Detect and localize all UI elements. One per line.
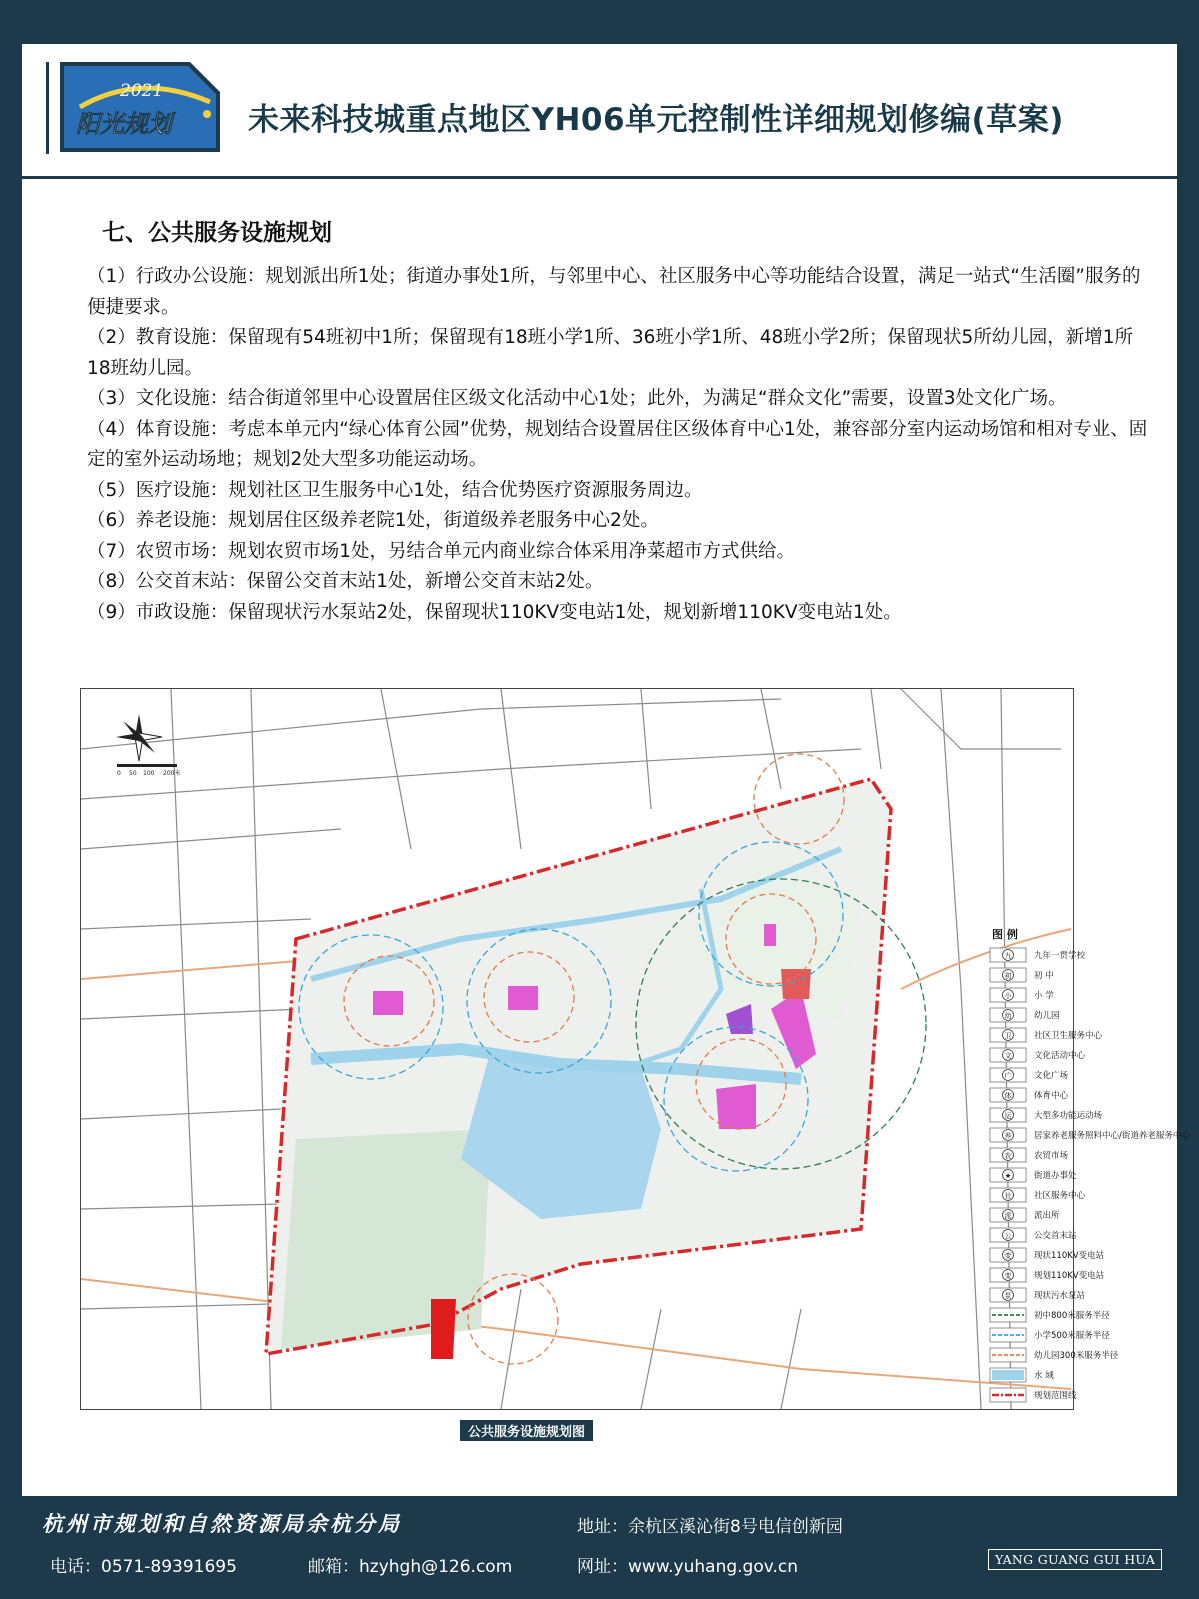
legend-label: 水 域 xyxy=(1034,1371,1054,1381)
footer xyxy=(0,1496,1199,1599)
legend-label: 九年一贯学校 xyxy=(1034,951,1086,961)
brand-tag: YANG GUANG GUI HUA xyxy=(988,1549,1162,1570)
footer-email: 邮箱：hzyhgh@126.com xyxy=(308,1557,513,1577)
paragraph: （6）养老设施：规划居住区级养老院1处，街道级养老服务中心2处。 xyxy=(87,510,659,531)
legend-label: 幼儿园300米服务半径 xyxy=(1034,1351,1119,1361)
legend-label: 初 中 xyxy=(1034,971,1054,981)
logo-text: 阳光规划 xyxy=(76,110,172,138)
body-text xyxy=(87,262,1152,628)
legend-label: 派出所 xyxy=(1034,1211,1060,1221)
svg-text:200米: 200米 xyxy=(163,770,181,777)
footer-address: 地址：余杭区溪沁街8号电信创新园 xyxy=(577,1517,843,1537)
map-caption: 公共服务设施规划图 xyxy=(460,1420,593,1441)
legend-label: 体育中心 xyxy=(1034,1091,1069,1101)
svg-text:100: 100 xyxy=(143,770,155,777)
legend-label: 小 学 xyxy=(1034,991,1054,1001)
paragraph: （5）医疗设施：规划社区卫生服务中心1处，结合优势医疗资源服务周边。 xyxy=(87,479,703,501)
legend-symbol-text: 体 xyxy=(1004,1092,1012,1100)
paragraph: （8）公交首末站：保留公交首末站1处，新增公交首末站2处。 xyxy=(87,571,604,592)
legend-label: 现状110KV变电站 xyxy=(1034,1251,1105,1261)
header-accent-bar xyxy=(46,62,49,154)
legend-label: 文化广场 xyxy=(1034,1071,1069,1081)
legend-symbol-text: 文 xyxy=(1004,1052,1012,1060)
map-drawing xyxy=(81,689,1073,1409)
legend-label: 公交首末站 xyxy=(1034,1231,1077,1241)
legend-label: 规划范围线 xyxy=(1034,1391,1077,1401)
footer-website: 网址：www.yuhang.gov.cn xyxy=(577,1557,799,1577)
legend-label: 社区服务中心 xyxy=(1034,1191,1086,1201)
legend-label: 农贸市场 xyxy=(1034,1151,1069,1161)
legend-symbol-text: 养 xyxy=(1004,1132,1012,1140)
legend-water-swatch xyxy=(992,1370,1024,1380)
legend-symbol-text: 幼 xyxy=(1004,1012,1012,1020)
legend-title: 图 例 xyxy=(992,928,1018,941)
footer-org: 杭州市规划和自然资源局余杭分局 xyxy=(42,1512,402,1536)
legend-symbol-text: 变 xyxy=(1004,1252,1012,1260)
legend-symbol-text: 公 xyxy=(1004,1232,1012,1240)
document-title: 未来科技城重点地区YH06单元控制性详细规划修编(草案) xyxy=(248,102,1064,138)
map-legend xyxy=(982,924,1190,1404)
legend-label: 大型多功能运动场 xyxy=(1034,1111,1103,1121)
sunshine-planning-logo xyxy=(60,62,220,152)
section-title: 七、公共服务设施规划 xyxy=(102,220,332,246)
legend-symbol-text: 卫 xyxy=(1004,1032,1012,1040)
legend-symbol-text: 运 xyxy=(1004,1112,1012,1120)
svg-text:50: 50 xyxy=(129,770,137,777)
paragraph: （3）文化设施：结合街道邻里中心设置居住区级文化活动中心1处；此外，为满足“群众文化”需要，设置3处文化广场。 xyxy=(87,388,1067,409)
legend-symbol-text: 派 xyxy=(1004,1212,1012,1220)
legend-symbol-text: 九 xyxy=(1004,952,1012,960)
legend-symbol-text: 农 xyxy=(1004,1152,1012,1160)
planning-map xyxy=(80,688,1074,1410)
paragraph: （9）市政设施：保留现状污水泵站2处，保留现状110KV变电站1处，规划新增110KV变电站1处。 xyxy=(87,601,902,623)
document-sheet xyxy=(22,44,1190,1496)
legend-label: 居家养老服务照料中心/街道养老服务中心 xyxy=(1034,1131,1190,1141)
legend-symbol-text: 初 xyxy=(1004,972,1012,980)
paragraph: （4）体育设施：考虑本单元内“绿心体育公园”优势，规划结合设置居住区级体育中心1处，兼容部分室内运动场馆和相对专业、固定的室外运动场地；规划2处大型多功能运动场。 xyxy=(87,418,1148,470)
legend-symbol-text: 小 xyxy=(1004,992,1012,1000)
legend-label: 社区卫生服务中心 xyxy=(1034,1031,1103,1041)
logo-year: 2021 xyxy=(120,81,164,101)
legend-items xyxy=(990,948,1190,1402)
paragraph: （7）农贸市场：规划农贸市场1处，另结合单元内商业综合体采用净菜超市方式供给。 xyxy=(87,540,796,562)
legend-label: 文化活动中心 xyxy=(1034,1051,1086,1061)
legend-symbol-text: 变 xyxy=(1004,1272,1012,1280)
legend-label: 幼儿园 xyxy=(1034,1011,1060,1021)
legend-symbol-text: ★ xyxy=(1004,1172,1012,1180)
header xyxy=(22,44,1177,179)
footer-phone: 电话：0571-89391695 xyxy=(50,1557,237,1577)
legend-symbol-text: 泵 xyxy=(1004,1292,1012,1300)
legend-label: 街道办事处 xyxy=(1034,1171,1077,1181)
legend-symbol-text: 社 xyxy=(1004,1192,1012,1200)
svg-text:0: 0 xyxy=(117,770,121,777)
legend-label: 小学500米服务半径 xyxy=(1034,1331,1110,1341)
paragraph: （2）教育设施：保留现有54班初中1所；保留现有18班小学1所、36班小学1所、48班小学2所；保留现状5所幼儿园，新增1所18班幼儿园。 xyxy=(87,327,1134,379)
legend-label: 规划110KV变电站 xyxy=(1034,1271,1105,1281)
paragraph: （1）行政办公设施：规划派出所1处；街道办事处1所，与邻里中心、社区服务中心等功能结合设置，满足一站式“生活圈”服务的便捷要求。 xyxy=(87,266,1141,318)
legend-symbol-text: 广 xyxy=(1004,1072,1012,1080)
legend-label: 初中800米服务半径 xyxy=(1034,1311,1110,1321)
legend-label: 现状污水泵站 xyxy=(1034,1291,1086,1301)
